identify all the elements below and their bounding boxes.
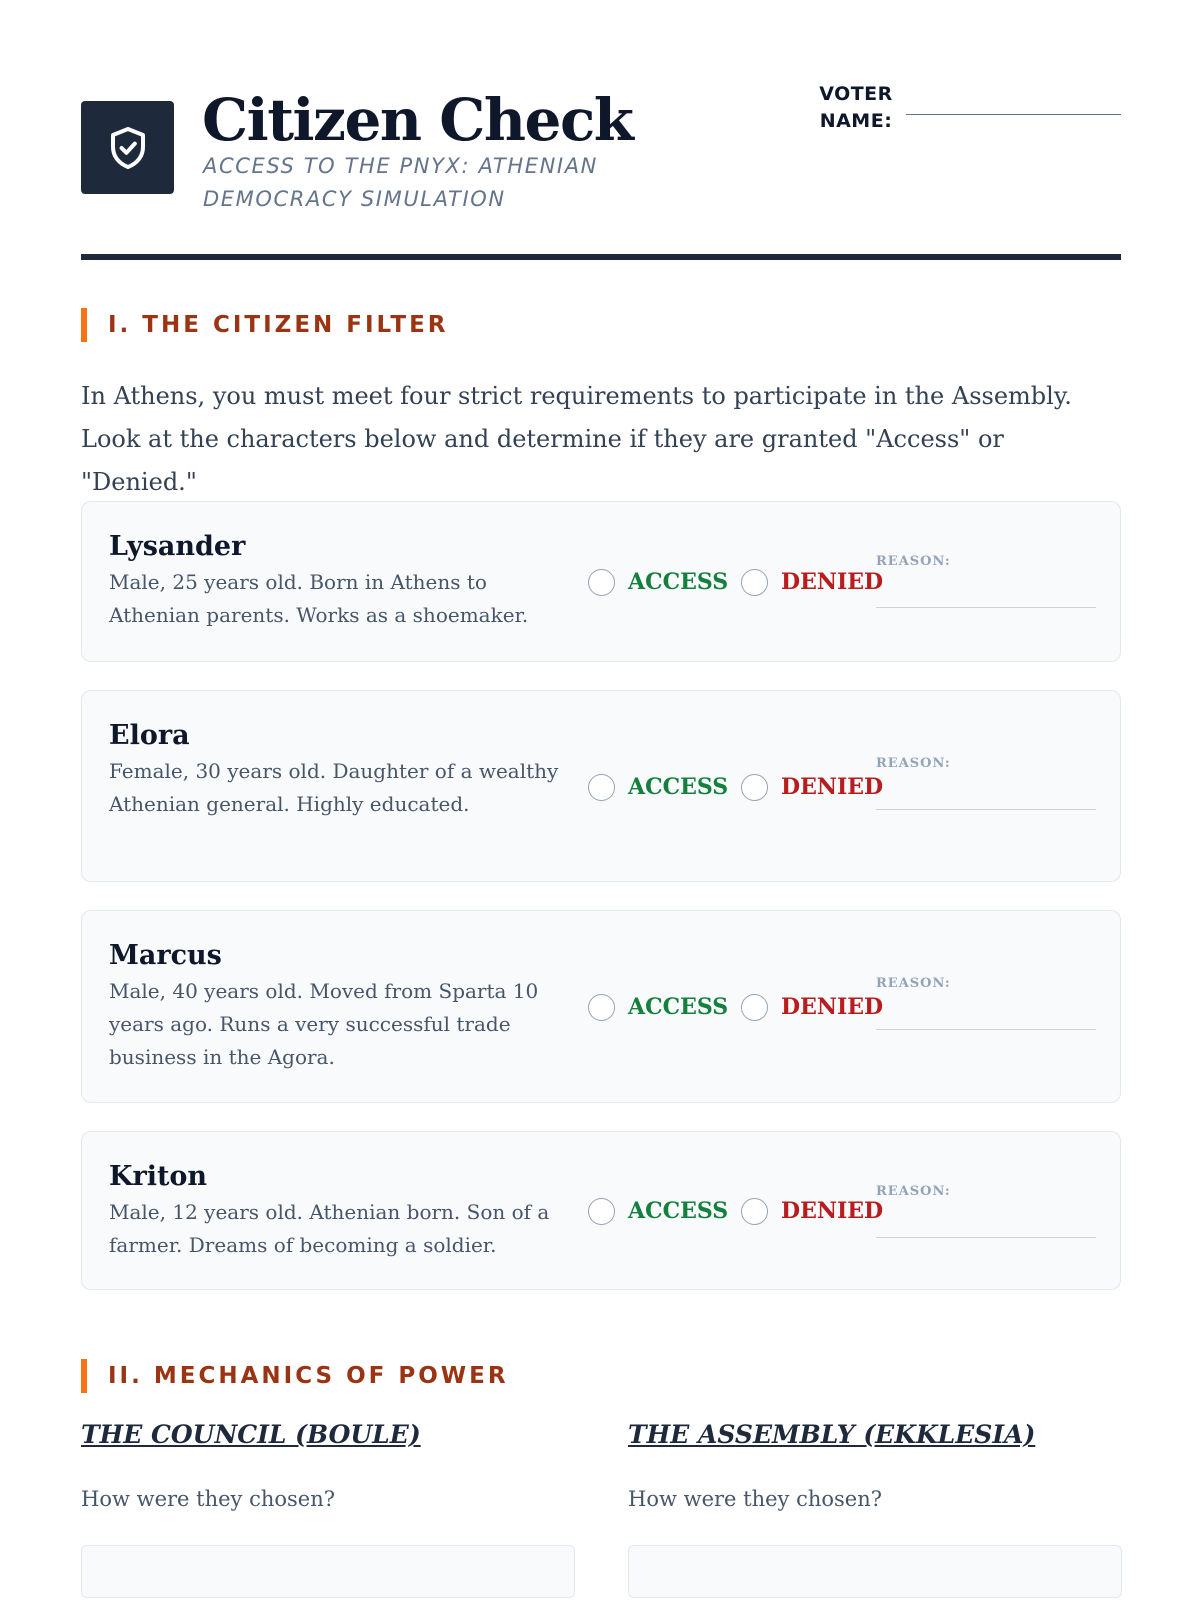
denied-option[interactable] — [741, 567, 883, 597]
worksheet-header — [81, 83, 1121, 258]
reason-field[interactable] — [876, 976, 1096, 1030]
denied-radio[interactable] — [741, 1198, 768, 1225]
character-name: Kriton — [109, 1161, 208, 1192]
assembly-answer-box[interactable] — [628, 1545, 1122, 1598]
denied-option[interactable] — [741, 772, 883, 802]
reason-label: REASON: — [876, 1184, 951, 1199]
character-name: Marcus — [109, 940, 222, 971]
assembly-title: THE ASSEMBLY (EKKLESIA) — [628, 1420, 1036, 1449]
voter-name-label: VOTER NAME: — [819, 83, 893, 132]
access-radio[interactable] — [588, 994, 615, 1021]
access-radio[interactable] — [588, 774, 615, 801]
character-description: Male, 12 years old. Athenian born. Son of a farmer. Dreams of becoming a soldier. — [109, 1200, 550, 1257]
access-label: ACCESS — [628, 774, 729, 800]
reason-input[interactable] — [876, 1029, 1096, 1030]
section-accent-bar — [81, 308, 87, 342]
access-option[interactable] — [588, 1196, 728, 1226]
access-label: ACCESS — [628, 569, 729, 595]
character-description: Male, 25 years old. Born in Athens to Athenian parents. Works as a shoemaker. — [109, 570, 529, 627]
shield-check-icon — [104, 124, 152, 172]
character-name: Elora — [109, 720, 190, 751]
voter-name-field[interactable] — [811, 81, 1121, 141]
reason-label: REASON: — [876, 756, 951, 771]
section-heading-mechanics — [81, 1359, 509, 1393]
denied-radio[interactable] — [741, 994, 768, 1021]
section-heading-citizen-filter — [81, 308, 449, 342]
access-radio[interactable] — [588, 569, 615, 596]
header-divider — [81, 254, 1121, 260]
reason-field[interactable] — [876, 1184, 1096, 1238]
reason-input[interactable] — [876, 1237, 1096, 1238]
voter-name-input[interactable] — [906, 114, 1121, 115]
access-label: ACCESS — [628, 1198, 729, 1224]
character-card-lysander — [81, 501, 1121, 662]
character-card-marcus — [81, 910, 1121, 1103]
worksheet-page — [81, 0, 1121, 1600]
access-label: ACCESS — [628, 994, 729, 1020]
access-option[interactable] — [588, 992, 728, 1022]
reason-field[interactable] — [876, 554, 1096, 608]
character-description: Male, 40 years old. Moved from Sparta 10 years ago. Runs a very successful trade business in the Agora. — [109, 979, 539, 1069]
council-title: THE COUNCIL (BOULE) — [81, 1420, 421, 1449]
character-card-elora — [81, 690, 1121, 882]
denied-radio[interactable] — [741, 569, 768, 596]
denied-label: DENIED — [781, 569, 884, 595]
council-answer-box[interactable] — [81, 1545, 575, 1598]
page-subtitle: ACCESS TO THE PNYX: ATHENIAN DEMOCRACY SIMULATION — [203, 154, 598, 211]
denied-label: DENIED — [781, 1198, 884, 1224]
reason-field[interactable] — [876, 756, 1096, 810]
assembly-question: How were they chosen? — [628, 1487, 882, 1511]
council-question: How were they chosen? — [81, 1487, 335, 1511]
page-title: Citizen Check — [202, 86, 633, 154]
denied-radio[interactable] — [741, 774, 768, 801]
character-name: Lysander — [109, 531, 246, 562]
section-accent-bar — [81, 1359, 87, 1393]
reason-label: REASON: — [876, 976, 951, 991]
reason-input[interactable] — [876, 607, 1096, 608]
logo — [81, 101, 174, 194]
character-card-kriton — [81, 1131, 1121, 1290]
access-option[interactable] — [588, 567, 728, 597]
denied-label: DENIED — [781, 774, 884, 800]
reason-input[interactable] — [876, 809, 1096, 810]
access-radio[interactable] — [588, 1198, 615, 1225]
section-title: I. THE CITIZEN FILTER — [108, 312, 449, 338]
denied-option[interactable] — [741, 1196, 883, 1226]
section-title: II. MECHANICS OF POWER — [108, 1363, 509, 1389]
access-option[interactable] — [588, 772, 728, 802]
section-intro: In Athens, you must meet four strict requirements to participate in the Assembly. Look at the characters below and determine if they are granted "Access" or "Denied." — [81, 382, 1072, 496]
denied-label: DENIED — [781, 994, 884, 1020]
denied-option[interactable] — [741, 992, 883, 1022]
character-description: Female, 30 years old. Daughter of a wealthy Athenian general. Highly educated. — [109, 759, 559, 816]
reason-label: REASON: — [876, 554, 951, 569]
